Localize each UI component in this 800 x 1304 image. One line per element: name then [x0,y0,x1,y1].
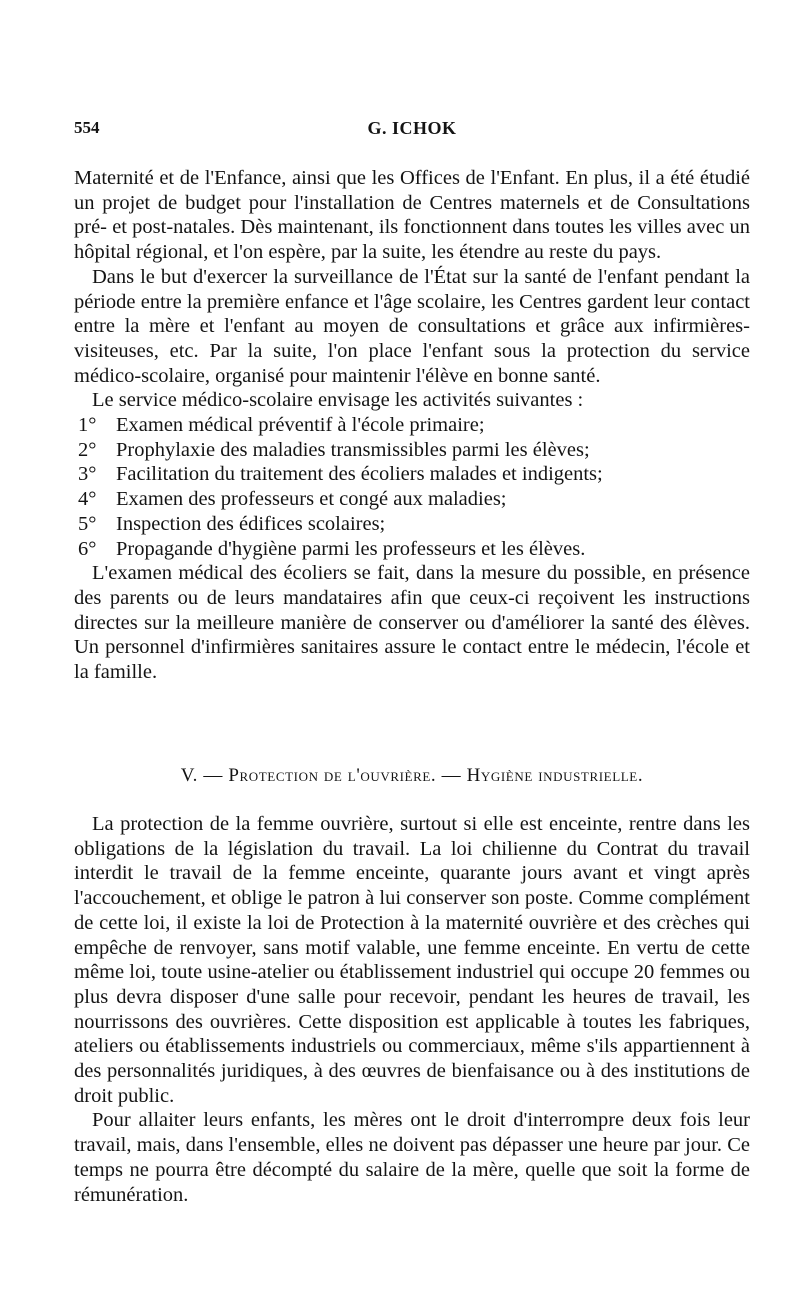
list-item: 3° Facilitation du traitement des écoliers malades et indigents; [78,463,603,486]
list-item: 5° Inspection des édifices scolaires; [78,512,386,535]
activities-list [74,413,750,561]
upper-text-block [74,166,750,685]
section-dash: — [441,765,462,786]
paragraph-protection: La protection de la femme ouvrière, surtout si elle est enceinte, rentre dans les obligations de la législation du travail. La loi chilienne du Contrat du travail interdit le travail de la femme enceinte, quarante jours avant et vingt après l'accouchement, et oblige le patron à lui conserver son poste. Comme complément de cette loi, il existe la loi de Protection à la maternité ouvrière et des crèches qui empêche de renvoyer, sans motif valable, une femme enceinte. En vertu de cette même loi, toute usine-atelier ou établissement industriel qui occupe 20 femmes ou plus devra disposer d'une salle pour recevoir, pendant les heures de travail, les nourrissons des ouvrières. Cette disposition est applicable à toutes les fabriques, ateliers ou établissements industriels ou commerciaux, même s'ils appartiennent à des personnalités juridiques, à des œuvres de bienfaisance ou à des institutions de droit public. [74,813,750,1107]
paragraph-list-intro: Le service médico-scolaire envisage les activités suivantes : [92,389,584,412]
list-item: 6° Propagande d'hygiène parmi les professeurs et les élèves. [78,537,586,560]
running-head: G. ICHOK [367,118,457,138]
list-item: 4° Examen des professeurs et congé aux maladies; [78,488,507,511]
page-header [74,116,750,142]
paragraph-surveillance: Dans le but d'exercer la surveillance de l'État sur la santé de l'enfant pendant la période entre la première enfance et l'âge scolaire, les Centres gardent leur contact entre la mère et l'enfant au moyen de consultations et grâce aux infirmières-visiteuses, etc. Par la suite, l'on place l'enfant sous la protection du service médico-scolaire, organisé pour maintenir l'élève en bonne santé. [74,265,750,387]
paragraph-continuation: Maternité et de l'Enfance, ainsi que les Offices de l'Enfant. En plus, il a été étudié un projet de budget pour l'installation de Centres maternels et de Consultations pré- et post-natales. Dès maintenant, ils fonctionnent dans toutes les villes avec un hôpital régional, et l'on espère, par la suite, les étendre au reste du pays. [74,167,750,264]
paragraph-nursing: Pour allaiter leurs enfants, les mères ont le droit d'interrompre deux fois leur travail, mais, dans l'ensemble, elles ne doivent pas dépasser une heure par jour. Ce temps ne pourra être décompté du salaire de la mère, quelle que soit la forme de rémunération. [74,1109,750,1206]
section-title-hygiene: Hygiène industrielle. [466,765,644,786]
section-heading [74,764,750,789]
section-title-protection: Protection de l'ouvrière. [228,765,437,786]
section-number: V. — [180,765,223,786]
page-number: 554 [74,118,100,137]
paragraph-medical-exam: L'examen médical des écoliers se fait, dans la mesure du possible, en présence des parents ou de leurs mandataires afin que ceux-ci reçoivent les instructions directes sur la meilleure manière de conserver ou d'améliorer la santé des élèves. Un personnel d'infirmières sanitaires assure le contact entre le médecin, l'école et la famille. [74,562,750,684]
lower-text-block [74,812,750,1207]
list-item: 1° Examen médical préventif à l'école primaire; [78,414,485,437]
list-item: 2° Prophylaxie des maladies transmissibles parmi les élèves; [78,438,590,461]
